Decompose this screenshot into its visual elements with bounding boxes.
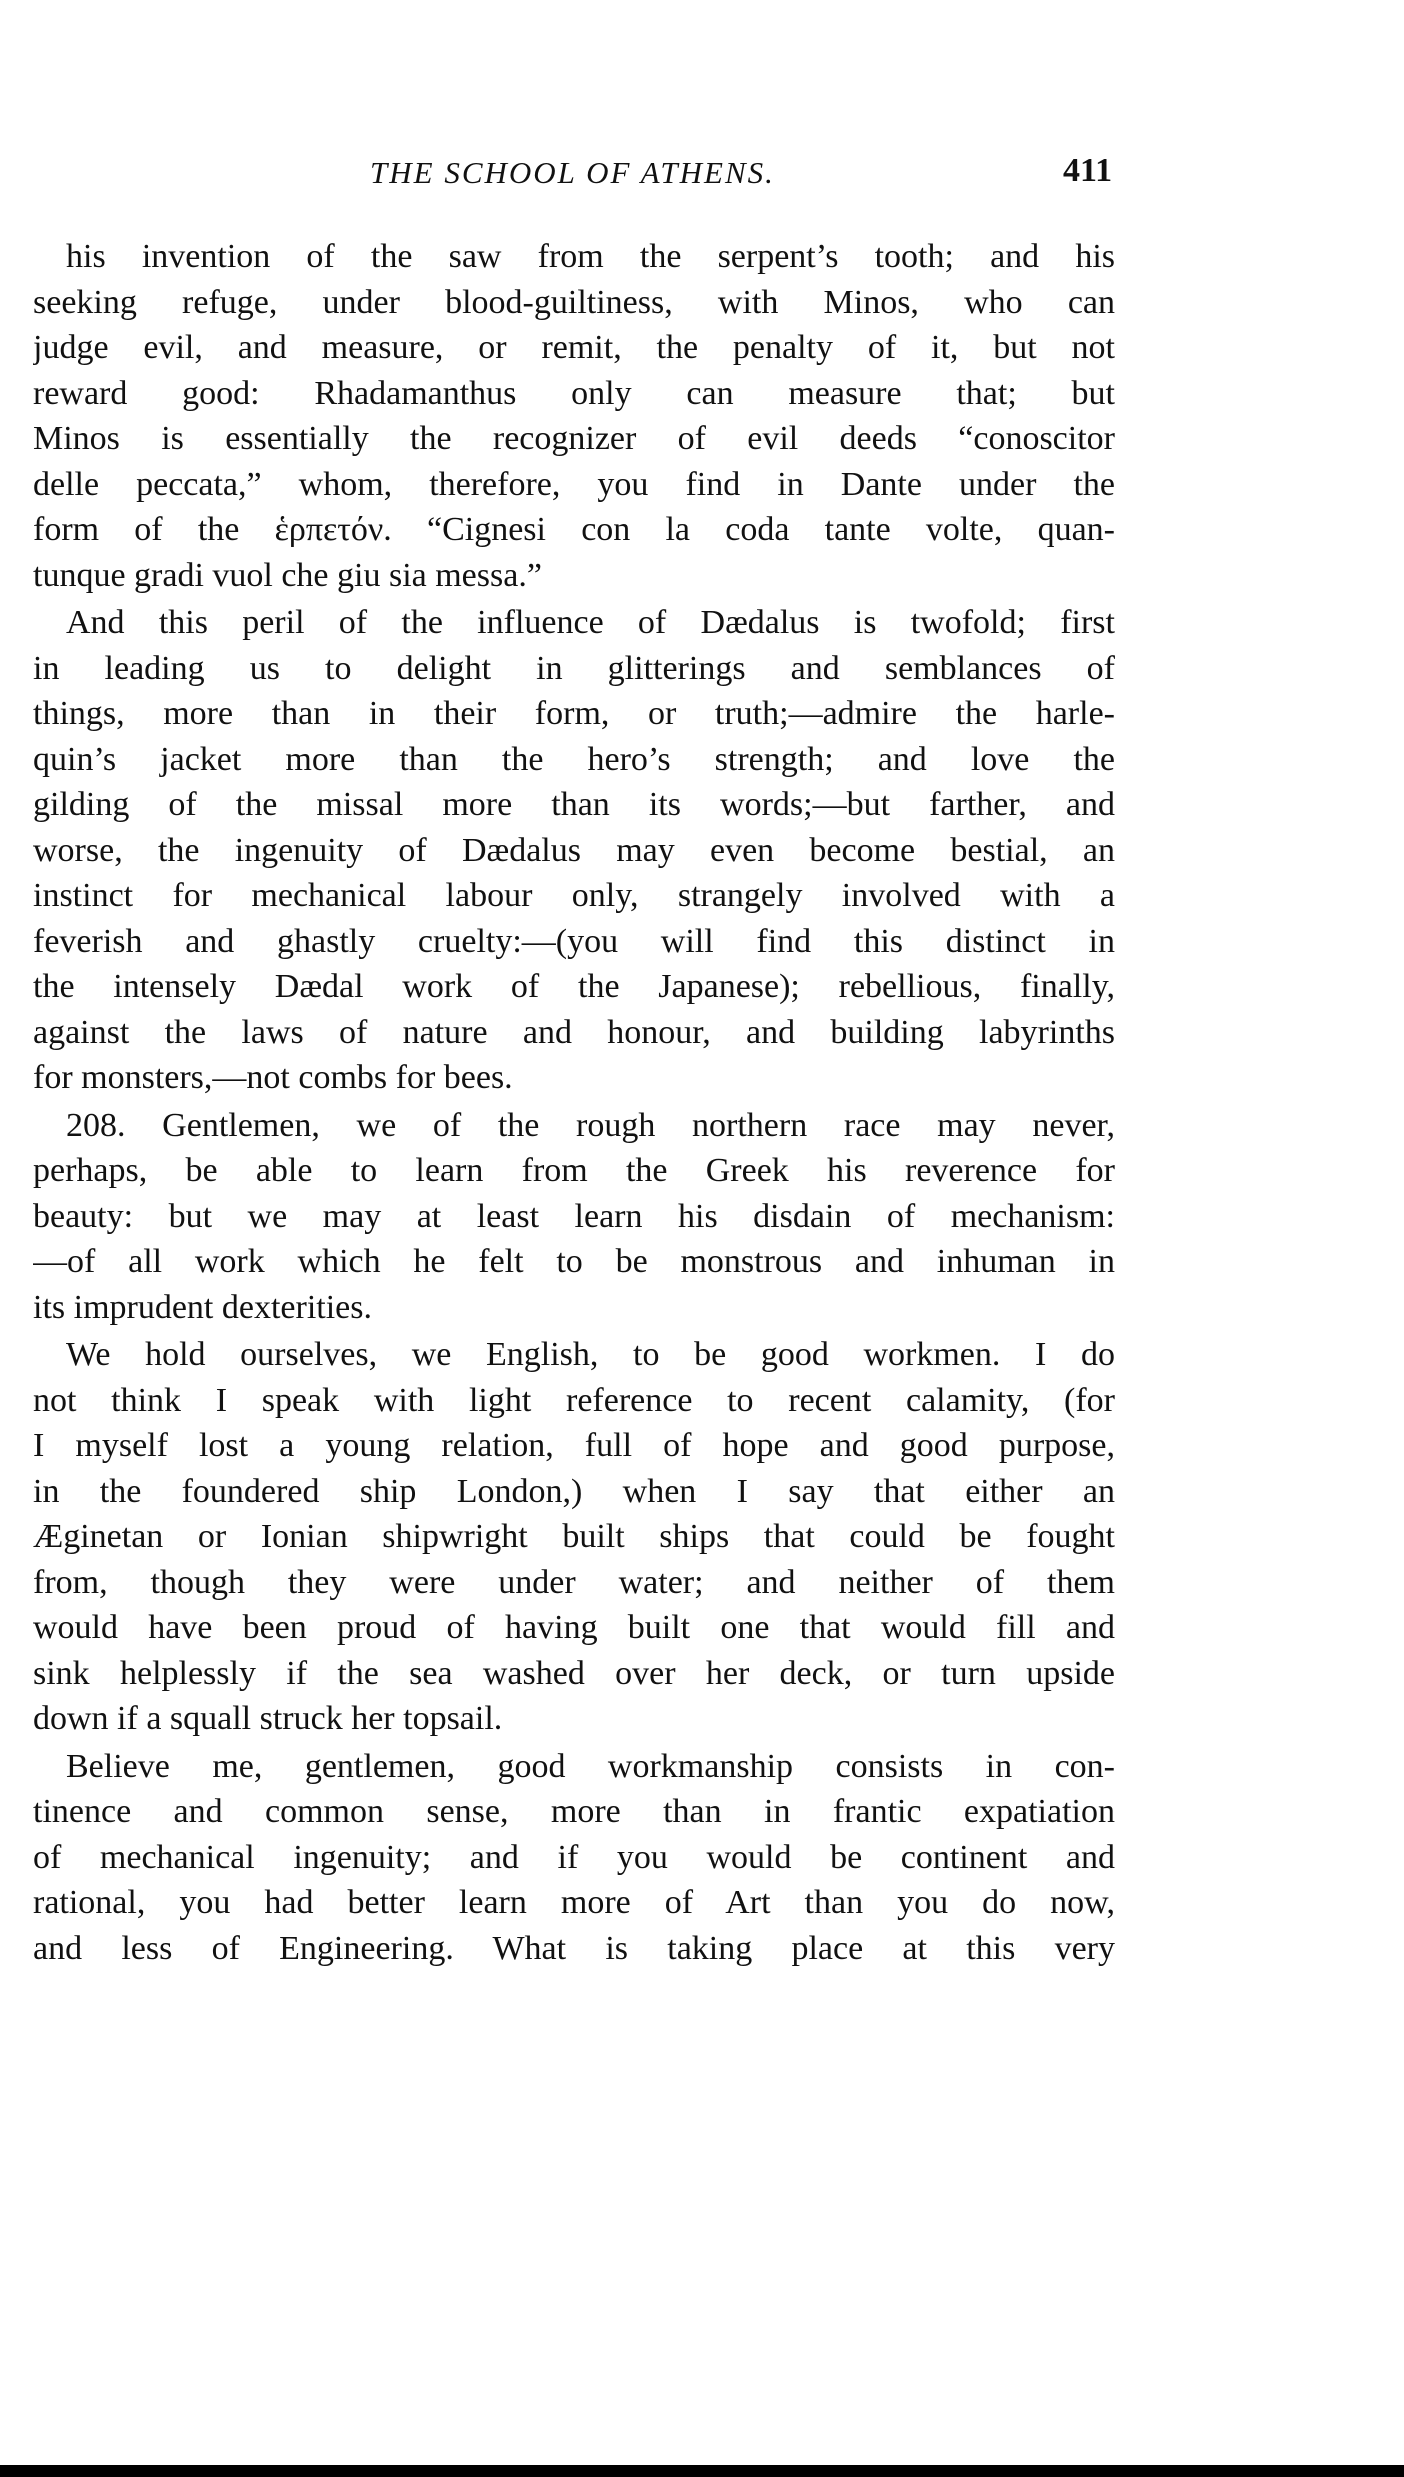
paragraph [33, 600, 1115, 1101]
text-line: not think I speak with light reference to recent calamity, (for [33, 1381, 1115, 1419]
paragraph [33, 1332, 1115, 1742]
text-line: —of all work which he felt to be monstrous and inhuman in [33, 1243, 1115, 1280]
text-line: of mechanical ingenuity; and if you would be continent and [33, 1838, 1115, 1876]
paragraph [33, 1744, 1115, 1972]
page-number: 411 [1063, 152, 1113, 189]
text-line: from, though they were under water; and neither of them [33, 1563, 1115, 1601]
text-line: perhaps, be able to learn from the Greek his reverence for [33, 1152, 1115, 1189]
text-line: tunque gradi vuol che giu sia messa.” [33, 556, 542, 594]
paragraph [33, 234, 1115, 598]
text-line: beauty: but we may at least learn his disdain of mechanism: [33, 1197, 1115, 1235]
text-line: reward good: Rhadamanthus only can measure that; but [33, 374, 1115, 412]
text-line: 208. Gentlemen, we of the rough northern race may never, [66, 1106, 1115, 1144]
text-line: delle peccata,” whom, therefore, you find in Dante under the [33, 465, 1115, 503]
text-line: Æginetan or Ionian shipwright built ships that could be fought [33, 1518, 1115, 1555]
text-line: its imprudent dexterities. [33, 1288, 372, 1326]
text-line: for monsters,—not combs for bees. [33, 1059, 513, 1096]
text-line: quin’s jacket more than the hero’s strength; and love the [33, 740, 1115, 778]
text-line: sink helplessly if the sea washed over her deck, or turn upside [33, 1654, 1115, 1692]
running-title: THE SCHOOL OF ATHENS. [370, 155, 775, 190]
body-text [33, 234, 1115, 1973]
text-line: and less of Engineering. What is taking place at this very [33, 1929, 1115, 1967]
paragraph [33, 1103, 1115, 1331]
text-line: form of the ἑρπετόν. “Cignesi con la coda tante volte, quan- [33, 511, 1115, 548]
text-line: seeking refuge, under blood-guiltiness, with Minos, who can [33, 283, 1115, 321]
text-line: gilding of the missal more than its words;—but farther, and [33, 786, 1115, 823]
text-line: feverish and ghastly cruelty:—(you will find this distinct in [33, 922, 1115, 960]
text-line: down if a squall struck her topsail. [33, 1700, 503, 1737]
text-line: the intensely Dædal work of the Japanese); rebellious, finally, [33, 968, 1115, 1005]
text-line: Believe me, gentlemen, good workmanship consists in con- [66, 1747, 1115, 1785]
text-line: against the laws of nature and honour, and building labyrinths [33, 1013, 1115, 1051]
text-line: in leading us to delight in glitterings and semblances of [33, 649, 1115, 687]
scan-edge-bar [0, 2465, 1404, 2477]
text-line: things, more than in their form, or truth;—admire the harle- [33, 695, 1115, 732]
text-line: I myself lost a young relation, full of hope and good purpose, [33, 1427, 1115, 1464]
text-line: in the foundered ship London,) when I say that either an [33, 1472, 1115, 1510]
text-line: would have been proud of having built one that would fill and [33, 1609, 1115, 1646]
text-line: Minos is essentially the recognizer of evil deeds “conoscitor [33, 420, 1115, 457]
text-line: his invention of the saw from the serpent’s tooth; and his [66, 238, 1115, 275]
text-line: instinct for mechanical labour only, strangely involved with a [33, 877, 1115, 914]
text-line: We hold ourselves, we English, to be good workmen. I do [66, 1336, 1115, 1373]
text-line: worse, the ingenuity of Dædalus may even become bestial, an [33, 831, 1115, 869]
text-line: And this peril of the influence of Dædalus is twofold; first [66, 604, 1115, 641]
text-line: tinence and common sense, more than in frantic expatiation [33, 1793, 1115, 1830]
text-line: rational, you had better learn more of Art than you do now, [33, 1884, 1115, 1921]
text-line: judge evil, and measure, or remit, the penalty of it, but not [33, 329, 1115, 366]
